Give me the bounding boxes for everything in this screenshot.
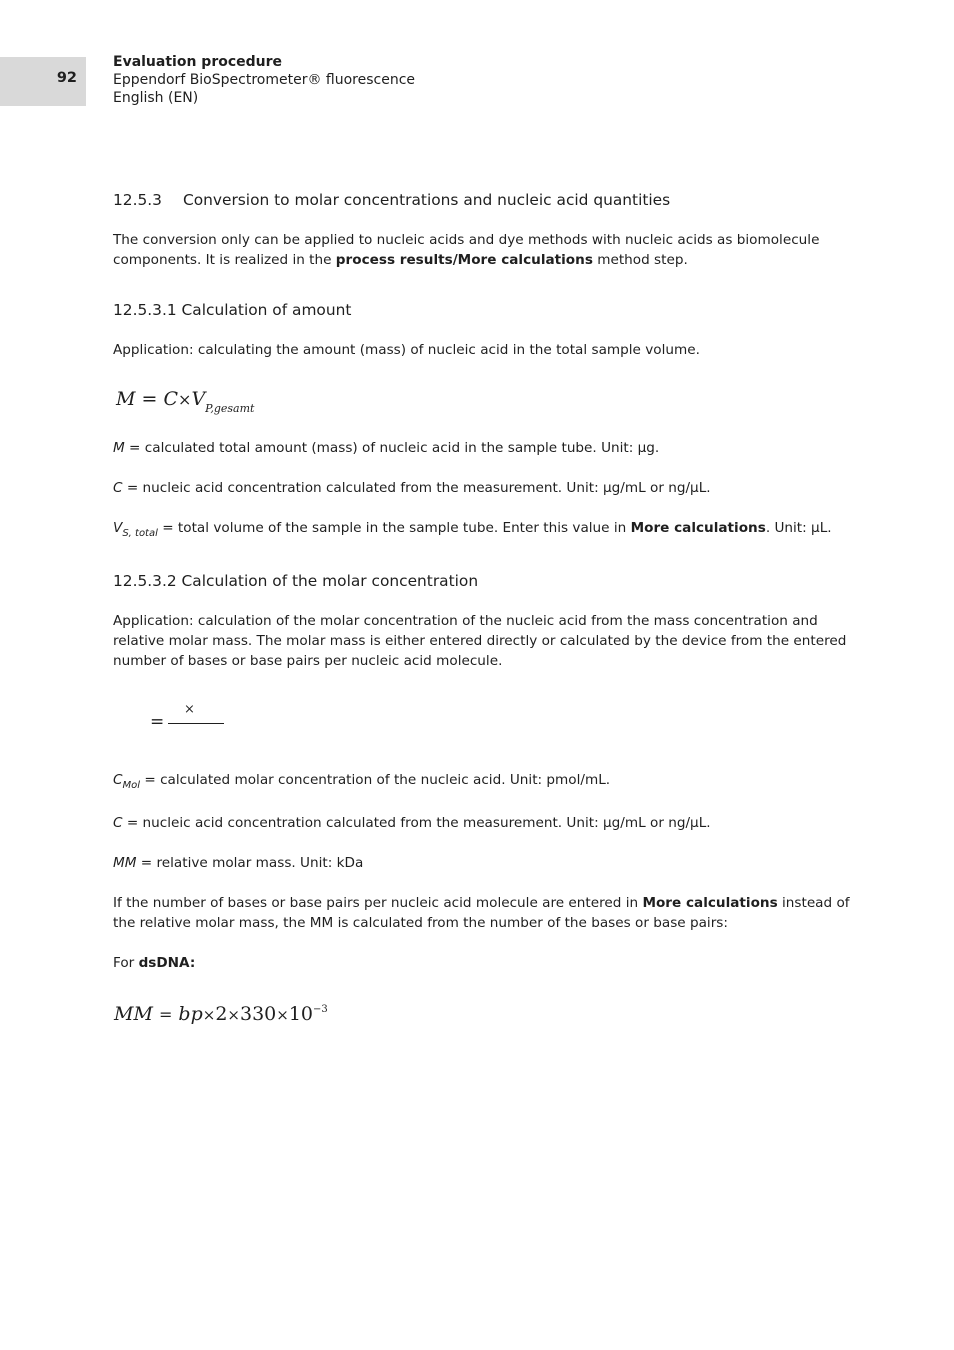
- formula-eq: =: [158, 1005, 173, 1024]
- section-title: Conversion to molar concentrations and nucleic acid quantities: [182, 191, 671, 209]
- var-v: V: [113, 520, 123, 536]
- definition-mm: [113, 853, 853, 873]
- running-header: [113, 53, 415, 107]
- definition-text: = calculated total amount (mass) of nucleic acid in the sample tube. Unit: µg.: [124, 440, 660, 456]
- formula-mm: MM: [114, 1003, 153, 1025]
- amount-formula: [116, 386, 856, 415]
- dsdna-label: dsDNA:: [138, 955, 196, 971]
- formula-times: ×: [202, 1006, 216, 1024]
- molar-formula: [150, 700, 240, 740]
- var-c: C: [113, 772, 123, 788]
- formula-m: M: [116, 388, 136, 410]
- definition-c: [113, 813, 853, 833]
- definition-text: = nucleic acid concentration calculated from the measurement. Unit: µg/mL or ng/µL.: [122, 815, 711, 831]
- definition-text: = total volume of the sample in the sample tube. Enter this value in: [157, 520, 631, 536]
- definition-c: [113, 478, 853, 498]
- molar-application: Application: calculation of the molar concentration of the nucleic acid from the mass concentration and relative molar mass. The molar mass is either entered directly or calculated by the device from the entered number of bases or base pairs per nucleic acid molecule.: [113, 613, 847, 669]
- bases-text-end: instead of the relative molar mass, the MM is calculated from the number of the bases or base pairs:: [113, 895, 850, 931]
- amount-application: Application: calculating the amount (mass) of nucleic acid in the total sample volume.: [113, 342, 700, 358]
- header-product: Eppendorf BioSpectrometer® fluorescence: [113, 72, 416, 88]
- definition-text-end: . Unit: µL.: [765, 520, 832, 536]
- formula-v-subscript: P,gesamt: [205, 402, 255, 415]
- bases-paragraph: [113, 893, 853, 933]
- subsection-heading-amount: 12.5.3.1 Calculation of amount: [113, 301, 352, 319]
- intro-paragraph: [113, 230, 853, 270]
- formula-bp: bp: [178, 1003, 203, 1025]
- for-label: For: [113, 955, 139, 971]
- mm-formula: [114, 1001, 854, 1028]
- var-c-subscript: Mol: [122, 780, 141, 791]
- page-number-tab: [0, 57, 86, 106]
- formula-eq: =: [141, 388, 158, 410]
- intro-text-end: method step.: [592, 252, 688, 268]
- formula-times: ×: [184, 702, 195, 717]
- var-m: M: [113, 440, 125, 456]
- definition-cmol: [113, 770, 853, 790]
- formula-ten: 10: [288, 1003, 314, 1025]
- intro-text: The conversion only can be applied to nucleic acids and dye methods with nucleic acids as biomolecule components. It is realized in the: [113, 232, 820, 268]
- subsection-heading-molar: 12.5.3.2 Calculation of the molar concentration: [113, 572, 479, 590]
- formula-two: 2: [215, 1003, 228, 1025]
- var-c: C: [113, 480, 123, 496]
- section-number: 12.5.3: [113, 191, 162, 209]
- page-number: 92: [56, 70, 77, 86]
- var-v-subscript: S, total: [122, 528, 158, 539]
- formula-exponent: −3: [313, 1004, 328, 1015]
- section-heading-12-5-3: [113, 190, 853, 210]
- formula-c: C: [163, 388, 179, 410]
- formula-times: ×: [276, 1006, 289, 1024]
- definition-text: = calculated molar concentration of the nucleic acid. Unit: pmol/mL.: [140, 772, 611, 788]
- definition-bold: More calculations: [630, 520, 766, 536]
- definition-text: = nucleic acid concentration calculated from the measurement. Unit: µg/mL or ng/µL.: [122, 480, 711, 496]
- definition-text: = relative molar mass. Unit: kDa: [136, 855, 364, 871]
- header-language: English (EN): [113, 90, 199, 106]
- formula-v: V: [191, 388, 206, 410]
- intro-bold: process results/More calculations: [335, 252, 593, 268]
- definition-m: [113, 438, 853, 458]
- bases-text: If the number of bases or base pairs per nucleic acid molecule are entered in: [113, 895, 643, 911]
- header-section: Evaluation procedure: [113, 54, 283, 70]
- var-mm: MM: [113, 855, 137, 871]
- var-c: C: [113, 815, 123, 831]
- formula-times: ×: [178, 390, 192, 409]
- for-dsdna: [113, 953, 853, 973]
- formula-eq: =: [150, 712, 165, 732]
- fraction-bar: [168, 723, 224, 724]
- formula-times: ×: [227, 1006, 240, 1024]
- formula-330: 330: [240, 1003, 277, 1025]
- bases-bold: More calculations: [642, 895, 778, 911]
- definition-v-total: [113, 518, 853, 538]
